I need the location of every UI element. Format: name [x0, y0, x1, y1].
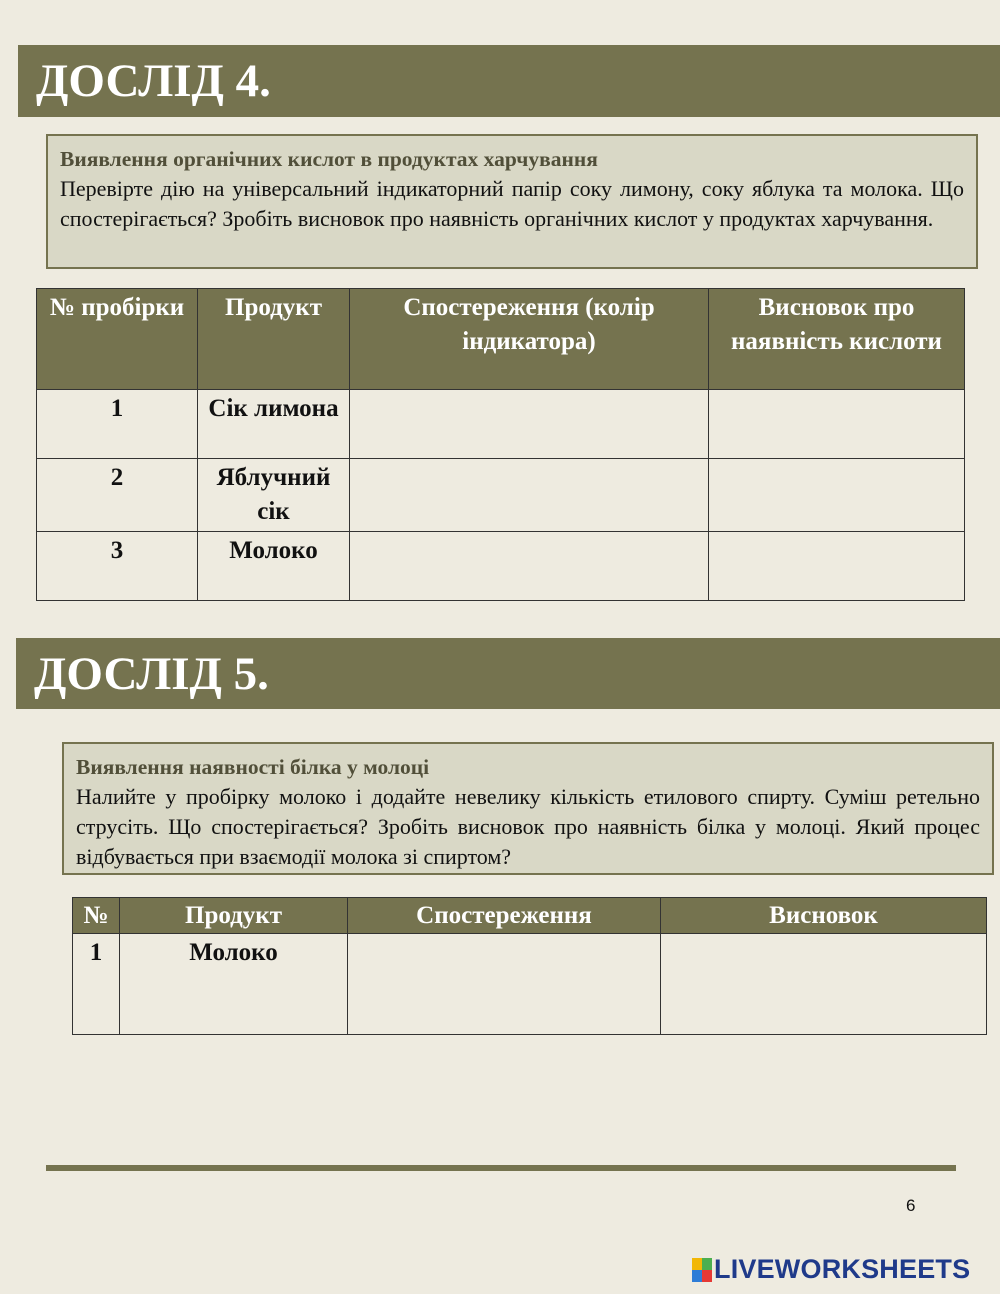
row-number: 1 [73, 934, 120, 1035]
observation-cell[interactable] [350, 532, 709, 601]
row-product: Сік лимона [198, 390, 350, 459]
liveworksheets-brand[interactable] [692, 1254, 970, 1285]
conclusion-cell[interactable] [661, 934, 987, 1035]
experiment-4-task-title: Виявлення органічних кислот в продуктах харчування [60, 147, 598, 171]
experiment-5-heading: ДОСЛІД 5. [16, 638, 1000, 709]
table4-header-conclusion: Висновок про наявність кислоти [709, 289, 965, 390]
experiment-4-table [36, 288, 965, 601]
table-row [37, 459, 965, 532]
experiment-5-table [72, 897, 987, 1035]
table-row [37, 390, 965, 459]
conclusion-cell[interactable] [709, 390, 965, 459]
experiment-5-task-text: Налийте у пробірку молоко і додайте невелику кількість етилового спирту. Суміш ретельно струсіть. Що спостерігається? Зробіть висновок про наявність білка у молоці. Який процес відбувається при взаємодії молока зі спиртом? [76, 784, 980, 869]
row-number: 1 [37, 390, 198, 459]
liveworksheets-logo-icon [692, 1258, 712, 1282]
table5-header-conclusion: Висновок [661, 898, 987, 934]
experiment-4-task-box [46, 134, 978, 269]
row-number: 2 [37, 459, 198, 532]
footer-divider [46, 1165, 956, 1171]
experiment-4-task-text: Перевірте дію на універсальний індикаторний папір соку лимону, соку яблука та молока. Що спостерігається? Зробіть висновок про наявність органічних кислот у продуктах харчування. [60, 176, 964, 231]
row-number: 3 [37, 532, 198, 601]
table4-header-number: № пробірки [37, 289, 198, 390]
page-number: 6 [906, 1196, 916, 1215]
table5-header-number: № [73, 898, 120, 934]
observation-cell[interactable] [350, 459, 709, 532]
experiment-5-task-title: Виявлення наявності білка у молоці [76, 755, 430, 779]
row-product: Молоко [120, 934, 348, 1035]
observation-cell[interactable] [348, 934, 661, 1035]
table-row [73, 934, 987, 1035]
conclusion-cell[interactable] [709, 459, 965, 532]
table4-header-observation: Спостереження (колір індикатора) [350, 289, 709, 390]
experiment-5-task-box [62, 742, 994, 875]
conclusion-cell[interactable] [709, 532, 965, 601]
row-product: Молоко [198, 532, 350, 601]
experiment-4-heading: ДОСЛІД 4. [18, 45, 1000, 117]
row-product: Яблучний сік [198, 459, 350, 532]
table5-header-observation: Спостереження [348, 898, 661, 934]
observation-cell[interactable] [350, 390, 709, 459]
table5-header-product: Продукт [120, 898, 348, 934]
table4-header-product: Продукт [198, 289, 350, 390]
brand-text: LIVEWORKSHEETS [714, 1254, 971, 1284]
table-row [37, 532, 965, 601]
